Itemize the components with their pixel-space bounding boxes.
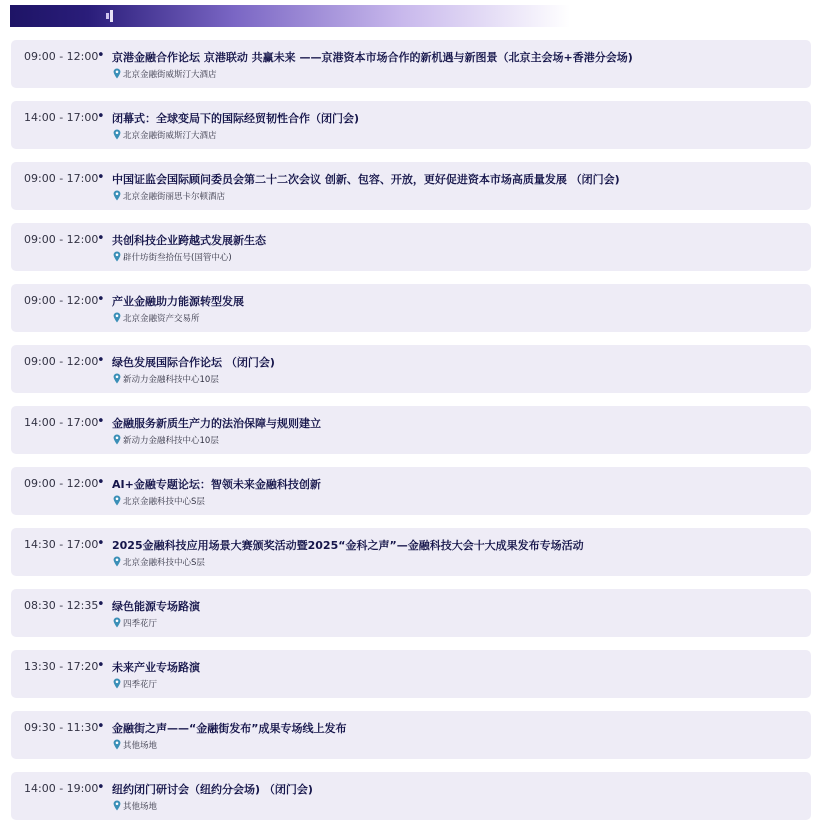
bullet-separator: • — [97, 109, 105, 124]
session-title[interactable]: AI+金融专题论坛：智领未来金融科技创新 — [112, 478, 321, 491]
session-title[interactable]: 共创科技企业跨越式发展新生态 — [112, 234, 266, 247]
location-pin-icon — [113, 617, 121, 628]
session-time: 09:00 - 12:00 — [24, 50, 99, 63]
session-time: 09:00 - 12:00 — [24, 477, 99, 490]
section-header-banner — [10, 5, 570, 27]
schedule-item[interactable] — [11, 467, 811, 515]
location-label: 四季花厅 — [123, 619, 158, 629]
schedule-item[interactable] — [11, 101, 811, 149]
schedule-item[interactable] — [11, 406, 811, 454]
location-label: 北京金融街威斯汀大酒店 — [123, 70, 217, 80]
bullet-separator: • — [97, 536, 105, 551]
session-title[interactable]: 产业金融助力能源转型发展 — [112, 295, 244, 308]
session-time: 14:00 - 17:00 — [24, 416, 99, 429]
location-label: 北京金融资产交易所 — [123, 314, 200, 324]
session-title[interactable]: 中国证监会国际顾问委员会第二十二次会议 创新、包容、开放，更好促进资本市场高质量发展 （闭门会) — [112, 173, 620, 186]
bullet-separator: • — [97, 658, 105, 673]
bullet-separator: • — [97, 170, 105, 185]
session-title[interactable]: 绿色发展国际合作论坛 （闭门会) — [112, 356, 275, 369]
schedule-item[interactable] — [11, 284, 811, 332]
location-pin-icon — [113, 678, 121, 689]
location-pin-icon — [113, 495, 121, 506]
bullet-separator: • — [97, 48, 105, 63]
session-time: 09:00 - 17:00 — [24, 172, 99, 185]
bullet-separator: • — [97, 719, 105, 734]
schedule-item[interactable] — [11, 772, 811, 820]
location-label: 北京金融科技中心S层 — [123, 558, 205, 568]
location-pin-icon — [113, 739, 121, 750]
location-pin-icon — [113, 312, 121, 323]
bullet-separator: • — [97, 414, 105, 429]
bullet-separator: • — [97, 475, 105, 490]
session-title[interactable]: 京港金融合作论坛 京港联动 共赢未来 ——京港资本市场合作的新机遇与新图景（北京主会场+香港分会场) — [112, 51, 633, 64]
location-pin-icon — [113, 434, 121, 445]
location-label: 新动力金融科技中心10层 — [123, 375, 219, 385]
session-time: 09:00 - 12:00 — [24, 294, 99, 307]
bullet-separator: • — [97, 780, 105, 795]
session-time: 09:00 - 12:00 — [24, 233, 99, 246]
location-pin-icon — [113, 129, 121, 140]
schedule-item[interactable] — [11, 528, 811, 576]
location-label: 辟什坊街叁拾伍号(国管中心) — [123, 253, 232, 263]
location-label: 四季花厅 — [123, 680, 158, 690]
schedule-item[interactable] — [11, 40, 811, 88]
session-time: 09:30 - 11:30 — [24, 721, 99, 734]
schedule-item[interactable] — [11, 650, 811, 698]
location-pin-icon — [113, 251, 121, 262]
session-time: 08:30 - 12:35 — [24, 599, 99, 612]
location-pin-icon — [113, 68, 121, 79]
location-pin-icon — [113, 373, 121, 384]
location-pin-icon — [113, 800, 121, 811]
session-title[interactable]: 金融街之声——“金融街发布”成果专场线上发布 — [112, 722, 347, 735]
session-title[interactable]: 绿色能源专场路演 — [112, 600, 200, 613]
session-time: 14:00 - 17:00 — [24, 111, 99, 124]
location-label: 北京金融街威斯汀大酒店 — [123, 131, 217, 141]
session-title[interactable]: 闭幕式：全球变局下的国际经贸韧性合作（闭门会) — [112, 112, 360, 125]
location-label: 新动力金融科技中心10层 — [123, 436, 219, 446]
location-pin-icon — [113, 556, 121, 567]
bullet-separator: • — [97, 231, 105, 246]
bullet-separator: • — [97, 353, 105, 368]
session-title[interactable]: 纽约闭门研讨会（纽约分会场) （闭门会) — [112, 783, 313, 796]
bullet-separator: • — [97, 292, 105, 307]
schedule-item[interactable] — [11, 162, 811, 210]
session-time: 14:00 - 19:00 — [24, 782, 99, 795]
location-label: 北京金融街丽思卡尔顿酒店 — [123, 192, 226, 202]
session-title[interactable]: 金融服务新质生产力的法治保障与规则建立 — [112, 417, 321, 430]
schedule-item[interactable] — [11, 223, 811, 271]
location-label: 其他场地 — [123, 741, 158, 751]
session-title[interactable]: 未来产业专场路演 — [112, 661, 200, 674]
session-title[interactable]: 2025金融科技应用场景大赛颁奖活动暨2025“金科之声”—金融科技大会十大成果发布专场活动 — [112, 539, 584, 552]
location-label: 北京金融科技中心S层 — [123, 497, 205, 507]
schedule-item[interactable] — [11, 345, 811, 393]
bullet-separator: • — [97, 597, 105, 612]
session-time: 14:30 - 17:00 — [24, 538, 99, 551]
session-time: 13:30 - 17:20 — [24, 660, 99, 673]
banner-decoration — [110, 10, 113, 22]
schedule-item[interactable] — [11, 711, 811, 759]
location-pin-icon — [113, 190, 121, 201]
location-label: 其他场地 — [123, 802, 158, 812]
session-time: 09:00 - 12:00 — [24, 355, 99, 368]
schedule-item[interactable] — [11, 589, 811, 637]
banner-decoration — [106, 13, 109, 19]
